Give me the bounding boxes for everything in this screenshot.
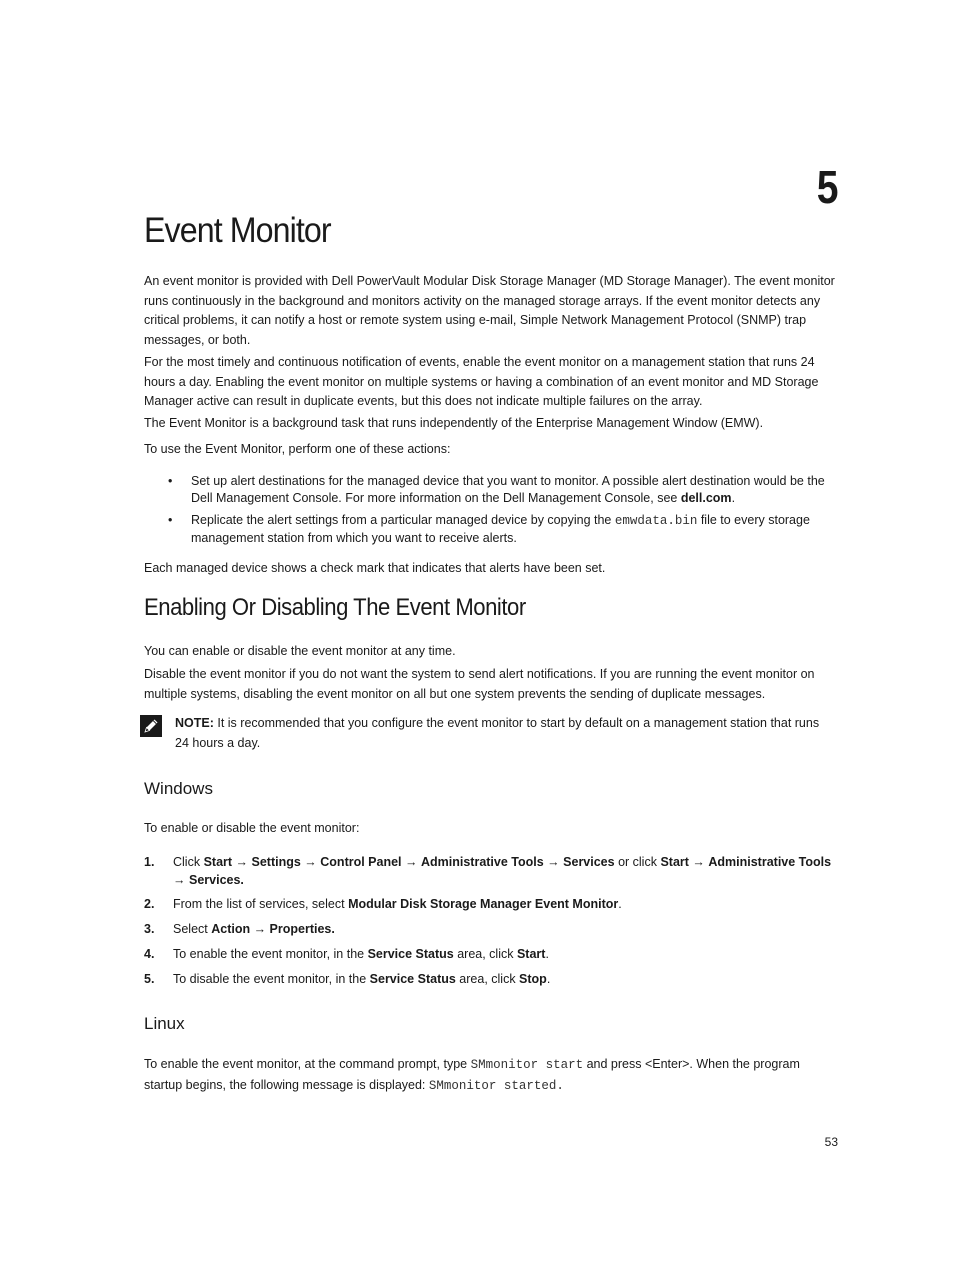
menu-control-panel: Control Panel bbox=[320, 855, 402, 869]
service-status-label: Service Status bbox=[369, 972, 456, 986]
arrow: → bbox=[688, 855, 709, 869]
action-list bbox=[144, 473, 838, 552]
pencil-note-icon bbox=[140, 715, 162, 737]
arrow: → bbox=[300, 855, 321, 869]
section-heading: Enabling Or Disabling The Event Monitor bbox=[144, 594, 526, 621]
section-heading-wrap bbox=[144, 594, 838, 622]
intro-p2-text: For the most timely and continuous notification of events, enable the event monitor on a management station that runs 24 hours a day. Enabling the event monitor on multiple systems or having a combination of an event monitor and MD Storage Manager active can result in duplicate events, but this does not indicate multiple failures on the array. bbox=[144, 355, 819, 408]
step2-end: . bbox=[618, 897, 622, 911]
bullet2-text: Replicate the alert settings from a particular managed device by copying the bbox=[191, 513, 615, 527]
chapter-number: 5 bbox=[817, 161, 838, 213]
bullet1-end: . bbox=[731, 490, 736, 505]
intro-p5-text: Each managed device shows a check mark that indicates that alerts have been set. bbox=[144, 561, 606, 575]
windows-intro-text: To enable or disable the event monitor: bbox=[144, 821, 360, 835]
list-item bbox=[144, 512, 838, 546]
step4-mid: area, click bbox=[453, 947, 517, 961]
step-number: 3. bbox=[144, 922, 155, 936]
menu-administrative-tools: Administrative Tools bbox=[420, 855, 544, 869]
section-paragraph-1 bbox=[144, 642, 838, 662]
section-paragraph-2 bbox=[144, 665, 838, 704]
stop-label: Stop bbox=[519, 972, 547, 986]
step4-text: To enable the event monitor, in the bbox=[173, 947, 368, 961]
step-number: 4. bbox=[144, 947, 155, 961]
step5-mid: area, click bbox=[455, 972, 520, 986]
chapter-title: Event Monitor bbox=[144, 211, 331, 250]
step1-text: Click bbox=[173, 855, 204, 869]
intro-paragraph-1 bbox=[144, 272, 838, 350]
list-item bbox=[144, 970, 838, 988]
windows-step-3 bbox=[144, 920, 838, 938]
windows-heading-wrap bbox=[144, 779, 838, 799]
linux-paragraph bbox=[144, 1054, 838, 1096]
menu-services: Services bbox=[563, 855, 615, 869]
step3-text: Select bbox=[173, 922, 212, 936]
menu-administrative-tools-alt: Administrative Tools bbox=[708, 855, 832, 869]
list-item bbox=[144, 853, 838, 889]
windows-step-1 bbox=[144, 853, 838, 889]
windows-step-2 bbox=[144, 895, 838, 913]
arrow: → bbox=[543, 855, 564, 869]
intro-paragraph-5 bbox=[144, 559, 838, 579]
linux-mid: and press <Enter>. When the program startup begins, the following message is displayed: bbox=[144, 1057, 800, 1092]
windows-heading: Windows bbox=[144, 779, 213, 798]
dell-link[interactable]: dell.com bbox=[680, 490, 732, 505]
linux-heading: Linux bbox=[144, 1014, 185, 1033]
section-p2-text: Disable the event monitor if you do not want the system to send alert notifications. If you are running the event monitor on multiple systems, disabling the event monitor on all but one system prevents the sending of duplicate messages. bbox=[144, 667, 815, 701]
windows-step-4 bbox=[144, 945, 838, 963]
step5-end: . bbox=[546, 972, 551, 986]
note-text bbox=[175, 713, 835, 753]
menu-action-properties: Action → Properties. bbox=[211, 922, 335, 936]
list-item bbox=[144, 895, 838, 913]
smmonitor-started-message: SMmonitor started. bbox=[428, 1079, 564, 1093]
bullet1-text: Set up alert destinations for the managed device that you want to monitor. A possible alert destination would be the Dell Management Console. For more information on the Dell Management Console, see bbox=[191, 474, 825, 505]
arrow: → bbox=[401, 855, 421, 869]
list-item bbox=[144, 920, 838, 938]
service-status-label: Service Status bbox=[367, 947, 454, 961]
service-name: Modular Disk Storage Manager Event Monitor bbox=[348, 897, 619, 911]
note-body: It is recommended that you configure the event monitor to start by default on a management station that runs 24 hours a day. bbox=[175, 716, 820, 750]
intro-p4-text: To use the Event Monitor, perform one of these actions: bbox=[144, 442, 451, 456]
intro-p3-text: The Event Monitor is a background task that runs independently of the Enterprise Management Window (EMW). bbox=[144, 416, 764, 430]
intro-paragraph-4 bbox=[144, 440, 838, 460]
linux-text: To enable the event monitor, at the command prompt, type bbox=[144, 1057, 471, 1071]
step-number: 5. bbox=[144, 972, 155, 986]
menu-services-alt: Services. bbox=[188, 873, 244, 887]
list-item bbox=[144, 945, 838, 963]
step2-text: From the list of services, select bbox=[173, 897, 349, 911]
emwdata-filename: emwdata.bin bbox=[614, 514, 698, 528]
intro-paragraph-3 bbox=[144, 414, 838, 434]
arrow: → bbox=[232, 855, 252, 869]
step-number: 1. bbox=[144, 855, 155, 869]
step5-text: To disable the event monitor, in the bbox=[173, 972, 370, 986]
intro-p1-text: An event monitor is provided with Dell PowerVault Modular Disk Storage Manager (MD Storage Manager). The event monitor runs continuously in the background and monitors activity on the managed storage arrays. If the event monitor detects any critical problems, it can notify a host or remote system using e-mail, Simple Network Management Protocol (SNMP) trap messages, or both. bbox=[144, 274, 835, 347]
intro-paragraph-2 bbox=[144, 353, 838, 412]
windows-step-5 bbox=[144, 970, 838, 988]
step4-end: . bbox=[545, 947, 549, 961]
start-label: Start bbox=[516, 947, 546, 961]
smmonitor-start-command: SMmonitor start bbox=[470, 1058, 584, 1072]
arrow: → bbox=[173, 873, 189, 887]
menu-start: Start bbox=[203, 855, 233, 869]
bullet2-end: file to every storage management station from which you want to receive alerts. bbox=[191, 513, 810, 545]
list-item bbox=[144, 473, 838, 506]
page-number: 53 bbox=[824, 1135, 838, 1149]
step-number: 2. bbox=[144, 897, 155, 911]
menu-settings: Settings bbox=[251, 855, 301, 869]
linux-heading-wrap bbox=[144, 1014, 838, 1034]
windows-intro bbox=[144, 819, 838, 839]
step1-or: or click bbox=[614, 855, 661, 869]
menu-start-alt: Start bbox=[660, 855, 689, 869]
note-label: NOTE: bbox=[175, 716, 214, 730]
section-p1-text: You can enable or disable the event monitor at any time. bbox=[144, 644, 456, 658]
